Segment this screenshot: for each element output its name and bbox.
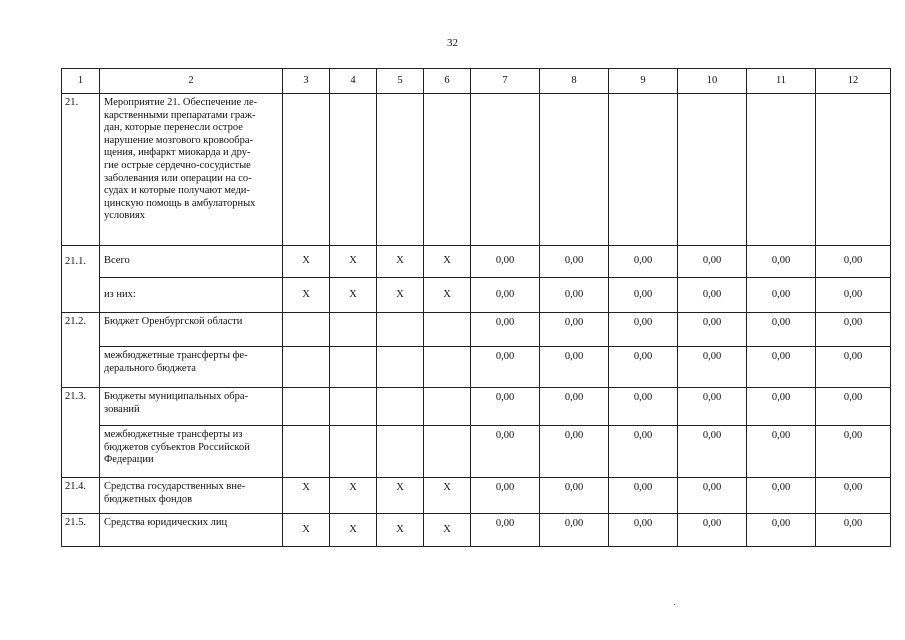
value-cell: 0,00	[609, 388, 678, 426]
row-label: межбюджетные трансферты из бюджетов субъектов Российской Федерации	[100, 426, 283, 478]
row-number: 21.4.	[62, 478, 100, 514]
row-number: 21.1.	[62, 246, 100, 313]
mark-cell	[377, 388, 424, 426]
header-cell: 7	[471, 69, 540, 94]
value-cell	[747, 94, 816, 246]
row-number: 21.3.	[62, 388, 100, 478]
row-label: Бюджет Оренбургской области	[100, 313, 283, 347]
header-row	[62, 69, 891, 94]
mark-cell	[377, 94, 424, 246]
budget-table	[61, 68, 891, 547]
row-label: межбюджетные трансферты фе- дерального бюджета	[100, 347, 283, 388]
value-cell: 0,00	[471, 278, 540, 313]
mark-cell	[424, 347, 471, 388]
value-cell	[816, 94, 891, 246]
row-number: 21.	[62, 94, 100, 246]
value-cell: 0,00	[747, 388, 816, 426]
mark-cell	[424, 313, 471, 347]
mark-cell	[330, 347, 377, 388]
value-cell: 0,00	[747, 313, 816, 347]
value-cell: 0,00	[678, 278, 747, 313]
mark-cell	[283, 426, 330, 478]
value-cell: 0,00	[816, 388, 891, 426]
mark-cell: X	[424, 278, 471, 313]
mark-cell	[377, 426, 424, 478]
value-cell	[609, 94, 678, 246]
value-cell: 0,00	[816, 246, 891, 278]
value-cell	[678, 94, 747, 246]
header-cell: 3	[283, 69, 330, 94]
stray-mark: ·	[673, 600, 677, 611]
mark-cell: X	[283, 514, 330, 547]
value-cell: 0,00	[540, 278, 609, 313]
row-label: Мероприятие 21. Обеспечение ле- карственными препаратами граж- дан, которые перенесли острое нарушение мозгового кровообра- щения, инфаркт миокарда и дру- гие острые сердечно-сосудистые заболевания или операции на со- судах и которые получают меди- цинскую помощь в амбулаторных условиях	[100, 94, 283, 246]
value-cell: 0,00	[678, 514, 747, 547]
value-cell: 0,00	[678, 478, 747, 514]
value-cell: 0,00	[747, 514, 816, 547]
table-row	[62, 313, 891, 347]
mark-cell	[424, 426, 471, 478]
mark-cell: X	[330, 278, 377, 313]
mark-cell: X	[330, 246, 377, 278]
value-cell: 0,00	[471, 347, 540, 388]
value-cell: 0,00	[609, 478, 678, 514]
value-cell: 0,00	[678, 388, 747, 426]
row-label: Бюджеты муниципальных обра- зований	[100, 388, 283, 426]
mark-cell: X	[330, 478, 377, 514]
header-cell: 6	[424, 69, 471, 94]
value-cell: 0,00	[678, 347, 747, 388]
header-cell: 2	[100, 69, 283, 94]
value-cell: 0,00	[609, 514, 678, 547]
value-cell: 0,00	[678, 426, 747, 478]
header-cell: 4	[330, 69, 377, 94]
header-cell: 8	[540, 69, 609, 94]
value-cell: 0,00	[540, 347, 609, 388]
mark-cell	[283, 94, 330, 246]
mark-cell	[283, 313, 330, 347]
row-number: 21.5.	[62, 514, 100, 547]
mark-cell: X	[377, 278, 424, 313]
value-cell: 0,00	[816, 426, 891, 478]
row-label: Средства юридических лиц	[100, 514, 283, 547]
row-label: из них:	[100, 278, 283, 313]
value-cell: 0,00	[540, 426, 609, 478]
mark-cell	[283, 388, 330, 426]
row-label: Средства государственных вне- бюджетных фондов	[100, 478, 283, 514]
value-cell: 0,00	[747, 426, 816, 478]
table-row	[62, 347, 891, 388]
header-cell: 9	[609, 69, 678, 94]
value-cell: 0,00	[609, 313, 678, 347]
mark-cell	[330, 313, 377, 347]
value-cell	[540, 94, 609, 246]
value-cell: 0,00	[816, 347, 891, 388]
mark-cell: X	[283, 246, 330, 278]
row-label: Всего	[100, 246, 283, 278]
page-number: 32	[447, 37, 458, 49]
table-row	[62, 246, 891, 278]
value-cell: 0,00	[540, 514, 609, 547]
value-cell: 0,00	[471, 478, 540, 514]
mark-cell	[283, 347, 330, 388]
value-cell: 0,00	[609, 426, 678, 478]
value-cell: 0,00	[816, 478, 891, 514]
value-cell: 0,00	[609, 278, 678, 313]
value-cell: 0,00	[816, 278, 891, 313]
mark-cell	[330, 388, 377, 426]
mark-cell	[330, 426, 377, 478]
value-cell: 0,00	[471, 246, 540, 278]
value-cell: 0,00	[678, 246, 747, 278]
mark-cell: X	[377, 478, 424, 514]
mark-cell	[377, 347, 424, 388]
mark-cell: X	[330, 514, 377, 547]
row-number: 21.2.	[62, 313, 100, 388]
value-cell: 0,00	[747, 278, 816, 313]
value-cell: 0,00	[747, 347, 816, 388]
mark-cell	[330, 94, 377, 246]
mark-cell: X	[283, 478, 330, 514]
mark-cell: X	[424, 514, 471, 547]
value-cell: 0,00	[816, 514, 891, 547]
value-cell: 0,00	[609, 347, 678, 388]
header-cell: 12	[816, 69, 891, 94]
value-cell: 0,00	[540, 313, 609, 347]
mark-cell	[424, 94, 471, 246]
table-body	[62, 69, 891, 547]
mark-cell: X	[424, 478, 471, 514]
value-cell: 0,00	[471, 514, 540, 547]
header-cell: 10	[678, 69, 747, 94]
table-row	[62, 94, 891, 246]
mark-cell	[424, 388, 471, 426]
value-cell: 0,00	[747, 246, 816, 278]
table-row	[62, 478, 891, 514]
table-row	[62, 426, 891, 478]
value-cell: 0,00	[609, 246, 678, 278]
mark-cell	[377, 313, 424, 347]
mark-cell: X	[424, 246, 471, 278]
mark-cell: X	[377, 514, 424, 547]
table-row	[62, 514, 891, 547]
table-row	[62, 278, 891, 313]
value-cell: 0,00	[747, 478, 816, 514]
header-cell: 1	[62, 69, 100, 94]
value-cell: 0,00	[540, 246, 609, 278]
value-cell: 0,00	[678, 313, 747, 347]
value-cell: 0,00	[540, 478, 609, 514]
table-row	[62, 388, 891, 426]
mark-cell: X	[283, 278, 330, 313]
mark-cell: X	[377, 246, 424, 278]
value-cell: 0,00	[471, 313, 540, 347]
header-cell: 5	[377, 69, 424, 94]
value-cell: 0,00	[540, 388, 609, 426]
header-cell: 11	[747, 69, 816, 94]
value-cell: 0,00	[471, 426, 540, 478]
value-cell: 0,00	[471, 388, 540, 426]
value-cell	[471, 94, 540, 246]
value-cell: 0,00	[816, 313, 891, 347]
